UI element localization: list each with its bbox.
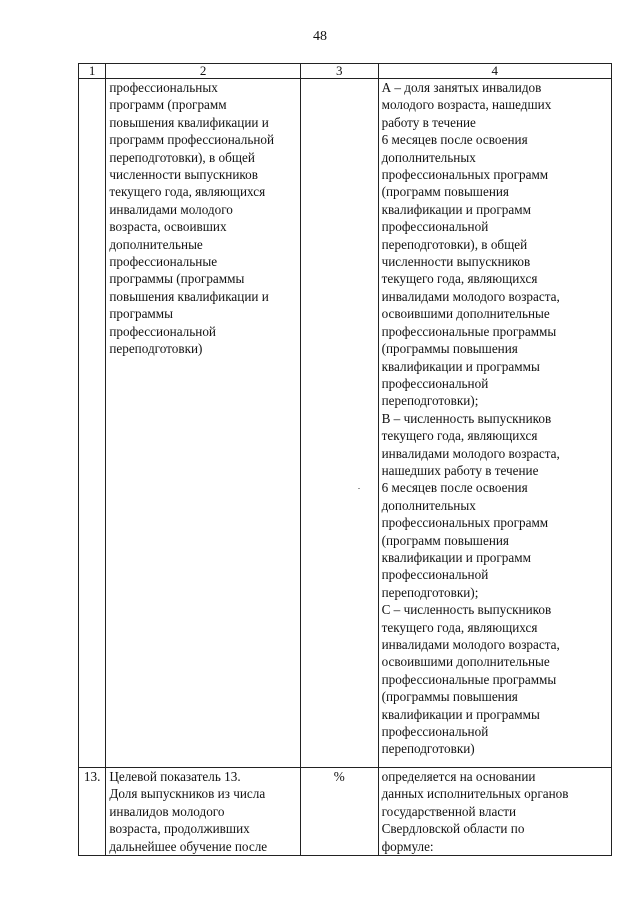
table-header-row (79, 64, 612, 79)
calculation-method-cell: определяется на основании данных исполнительных органов государственной власти Свердловской области по формуле: (378, 768, 611, 856)
column-header-2: 2 (106, 64, 300, 79)
calculation-method-cell: А – доля занятых инвалидов молодого возраста, нашедших работу в течение 6 месяцев после освоения дополнительных профессиональных программ (программ повышения квалификации и программ профессиональной переподготовки), в общей численности выпускников текущего года, являющихся инвалидами молодого возраста, освоившими дополнительные профессиональные программы (программы повышения квалификации и программы профессиональной переподготовки); В – численность выпускников текущего года, являющихся инвалидами молодого возраста, нашедших работу в течение 6 месяцев после освоения дополнительных профессиональных программ (программ повышения квалификации и программ профессиональной переподготовки); С – численность выпускников текущего года, являющихся инвалидами молодого возраста, освоившими дополнительные профессиональные программы (программы повышения квалификации и программы профессиональной переподготовки) (378, 79, 611, 768)
scan-speck (358, 488, 360, 489)
unit-cell: % (300, 768, 378, 856)
unit-cell (300, 79, 378, 768)
indicator-name-cell: профессиональных программ (программ повышения квалификации и программ профессиональной переподготовки), в общей численности выпускников текущего года, являющихся инвалидами молодого возраста, освоивших дополнительные профессиональные программы (программы повышения квалификации и программы профессиональной переподготовки) (106, 79, 300, 768)
indicator-table (78, 63, 612, 856)
page-number: 48 (313, 29, 327, 44)
table-row (79, 79, 612, 768)
column-header-4: 4 (378, 64, 611, 79)
column-header-1: 1 (79, 64, 106, 79)
table-row (79, 768, 612, 856)
row-number (79, 79, 106, 768)
indicator-name-cell: Целевой показатель 13. Доля выпускников из числа инвалидов молодого возраста, продолживших дальнейшее обучение после (106, 768, 300, 856)
row-number: 13. (79, 768, 106, 856)
column-header-3: 3 (300, 64, 378, 79)
